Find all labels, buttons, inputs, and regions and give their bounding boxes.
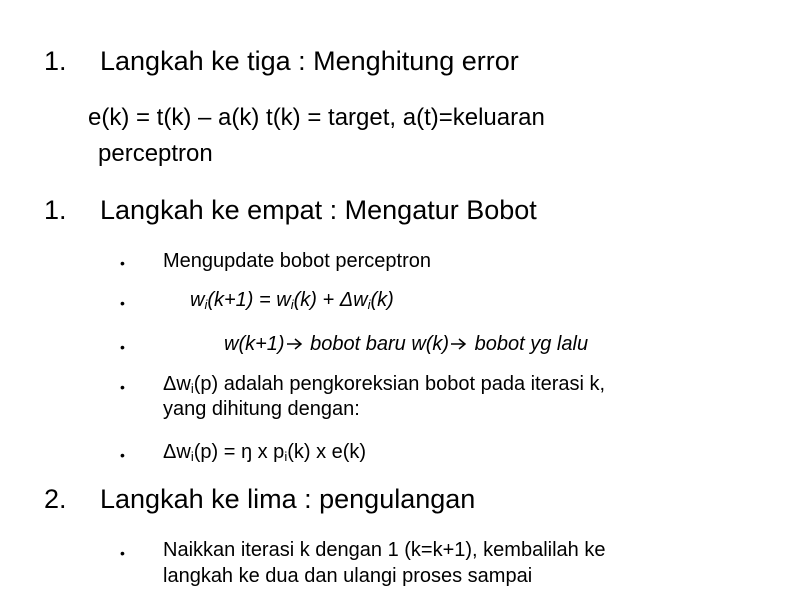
bullet-marker: • [120,545,125,561]
error-formula-continuation: perceptron [98,140,213,167]
bullet-repeat-instruction-continuation: langkah ke dua dan ulangi proses sampai [163,565,533,587]
section-1-number: 1. [44,46,67,76]
error-formula: e(k) = t(k) – a(k) t(k) = target, a(t)=keluaran [88,104,545,131]
bullet-correction-definition: $\Delta w_i(p)$ adalah pengkoreksian bobot pada iterasi k, [163,373,606,396]
section-2-number: 1. [44,195,67,225]
right-arrow-icon [449,336,469,352]
bullet-marker: • [120,379,125,395]
right-arrow-icon [285,336,305,352]
section-2-title: Langkah ke empat : Mengatur Bobot [100,195,537,225]
bullet-marker: • [120,339,125,355]
bullet-weight-update-formula: $w_i(k+1) = w_i(k) + \Delta w_i(k)$ [190,289,394,312]
bullet-weight-definitions: w(k+1) bobot baru w(k) bobot yg lalu [224,333,589,355]
bullet-marker: • [120,295,125,311]
bullet-correction-definition-continuation: yang dihitung dengan: [163,398,360,420]
section-3-title: Langkah ke lima : pengulangan [100,484,476,514]
bullet-repeat-instruction: Naikkan iterasi k dengan 1 (k=k+1), kembalilah ke [163,539,606,561]
bullet-correction-formula: $\Delta w_i(p)$ = ŋ x $p_i(k)$ x e(k) [163,441,367,464]
section-1-title: Langkah ke tiga : Menghitung error [100,46,519,76]
bullet-marker: • [120,255,125,271]
bullet-marker: • [120,447,125,463]
bullet-update-weight: Mengupdate bobot perceptron [163,250,431,272]
section-3-number: 2. [44,484,67,514]
